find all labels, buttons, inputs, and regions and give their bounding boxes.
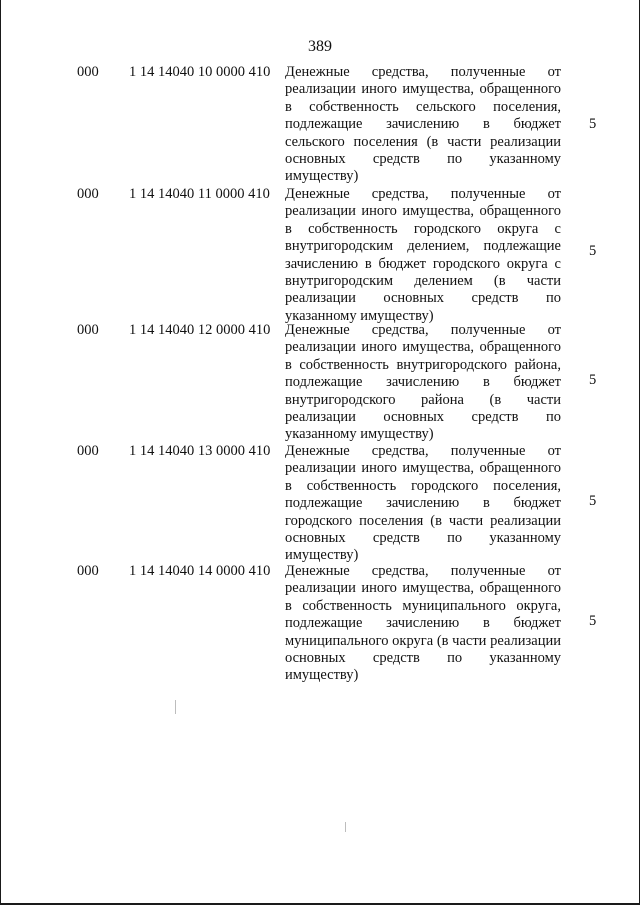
admin-code: 000: [77, 64, 99, 80]
allocation-percent: 5: [589, 243, 597, 259]
budget-classification-code: 1 14 14040 12 0000 410: [129, 322, 271, 338]
allocation-percent: 5: [589, 372, 597, 388]
page-number: 389: [308, 38, 332, 55]
admin-code: 000: [77, 322, 99, 338]
scan-artifact: [345, 822, 346, 832]
income-description: Денежные средства, полученные от реализации иного имущества, обращенного в собственность городского округа с внутригородским делением, подлежащие зачислению в бюджет городского округа с внутригородским делением (в части реализации основных средств по указанному имуществу): [285, 186, 561, 324]
admin-code: 000: [77, 443, 99, 459]
budget-classification-code: 1 14 14040 13 0000 410: [129, 443, 271, 459]
allocation-percent: 5: [589, 613, 597, 629]
income-description: Денежные средства, полученные от реализации иного имущества, обращенного в собственность сельского поселения, подлежащие зачислению в бюджет сельского поселения (в части реализации основных средств по указанному имуществу): [285, 64, 561, 185]
income-description: Денежные средства, полученные от реализации иного имущества, обращенного в собственность городского поселения, подлежащие зачислению в бюджет городского поселения (в части реализации основных средств по указанному имуществу): [285, 443, 561, 564]
budget-classification-code: 1 14 14040 10 0000 410: [129, 64, 271, 80]
allocation-percent: 5: [589, 493, 597, 509]
income-description: Денежные средства, полученные от реализации иного имущества, обращенного в собственность муниципального округа, подлежащие зачислению в бюджет муниципального округа (в части реализации основных средств по указанному имуществу): [285, 563, 561, 684]
budget-classification-code: 1 14 14040 11 0000 410: [129, 186, 270, 202]
scan-artifact: [175, 700, 176, 714]
income-description: Денежные средства, полученные от реализации иного имущества, обращенного в собственность внутригородского района, подлежащие зачислению в бюджет внутригородского района (в части реализации основных средств по указанному имуществу): [285, 322, 561, 443]
budget-classification-code: 1 14 14040 14 0000 410: [129, 563, 271, 579]
allocation-percent: 5: [589, 116, 597, 132]
admin-code: 000: [77, 563, 99, 579]
admin-code: 000: [77, 186, 99, 202]
